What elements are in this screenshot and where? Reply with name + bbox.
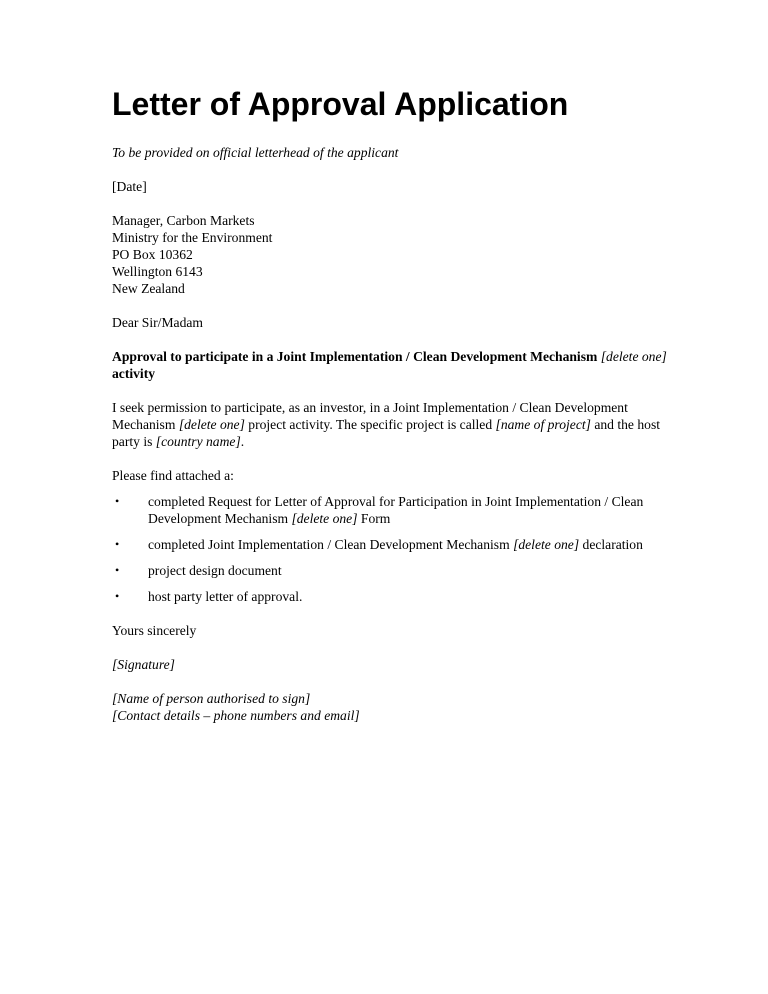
list-item-text: host party letter of approval. bbox=[148, 589, 303, 604]
document-title: Letter of Approval Application bbox=[112, 86, 569, 122]
bullet-icon: • bbox=[115, 494, 120, 508]
bullet-icon: • bbox=[115, 537, 120, 551]
salutation: Dear Sir/Madam bbox=[112, 315, 203, 330]
subject-text: Approval to participate in a Joint Implementation / Clean Development Mechanism bbox=[112, 349, 601, 364]
closing: Yours sincerely bbox=[112, 623, 197, 638]
list-item-placeholder: [delete one] bbox=[291, 511, 358, 526]
subject-line bbox=[112, 348, 672, 382]
recipient-line: Ministry for the Environment bbox=[112, 230, 273, 245]
list-item-text: Form bbox=[357, 511, 391, 526]
signatory-block bbox=[112, 690, 672, 724]
bullet-icon: • bbox=[115, 589, 120, 603]
request-paragraph bbox=[112, 399, 672, 450]
request-text: project activity. The specific project is called bbox=[244, 417, 496, 432]
recipient-address bbox=[112, 212, 672, 297]
letterhead-note: To be provided on official letterhead of the applicant bbox=[112, 145, 399, 160]
recipient-line: PO Box 10362 bbox=[112, 247, 193, 262]
recipient-line: Wellington 6143 bbox=[112, 264, 203, 279]
request-text: and the host party is bbox=[112, 417, 661, 449]
list-item bbox=[112, 536, 672, 553]
list-item bbox=[112, 588, 672, 605]
signature-placeholder: [Signature] bbox=[112, 657, 175, 672]
list-item-text: completed Joint Implementation / Clean Development Mechanism bbox=[148, 537, 514, 552]
signatory-name: [Name of person authorised to sign] bbox=[112, 691, 311, 706]
list-item-text: declaration bbox=[579, 537, 643, 552]
signatory-contact: [Contact details – phone numbers and email] bbox=[112, 708, 360, 723]
country-name-placeholder: [country name] bbox=[155, 434, 241, 449]
recipient-line: New Zealand bbox=[112, 281, 185, 296]
subject-text-end: activity bbox=[112, 366, 156, 381]
recipient-line: Manager, Carbon Markets bbox=[112, 213, 255, 228]
request-text: . bbox=[240, 434, 245, 449]
list-item-placeholder: [delete one] bbox=[513, 537, 580, 552]
attachments-list bbox=[112, 493, 672, 605]
attached-intro: Please find attached a: bbox=[112, 468, 234, 483]
list-item-text: project design document bbox=[148, 563, 282, 578]
bullet-icon: • bbox=[115, 563, 120, 577]
request-placeholder: [delete one] bbox=[178, 417, 245, 432]
list-item bbox=[112, 562, 672, 579]
subject-placeholder: [delete one] bbox=[600, 349, 667, 364]
project-name-placeholder: [name of project] bbox=[495, 417, 591, 432]
letter-body bbox=[112, 144, 672, 741]
date-placeholder: [Date] bbox=[112, 179, 147, 194]
request-text: I seek permission to participate, as an investor, in a Joint Implementation / Clean Development Mechanism bbox=[112, 400, 628, 432]
list-item-text: completed Request for Letter of Approval for Participation in Joint Implementation / Clean Development Mechanism bbox=[148, 494, 644, 526]
list-item bbox=[112, 493, 672, 527]
